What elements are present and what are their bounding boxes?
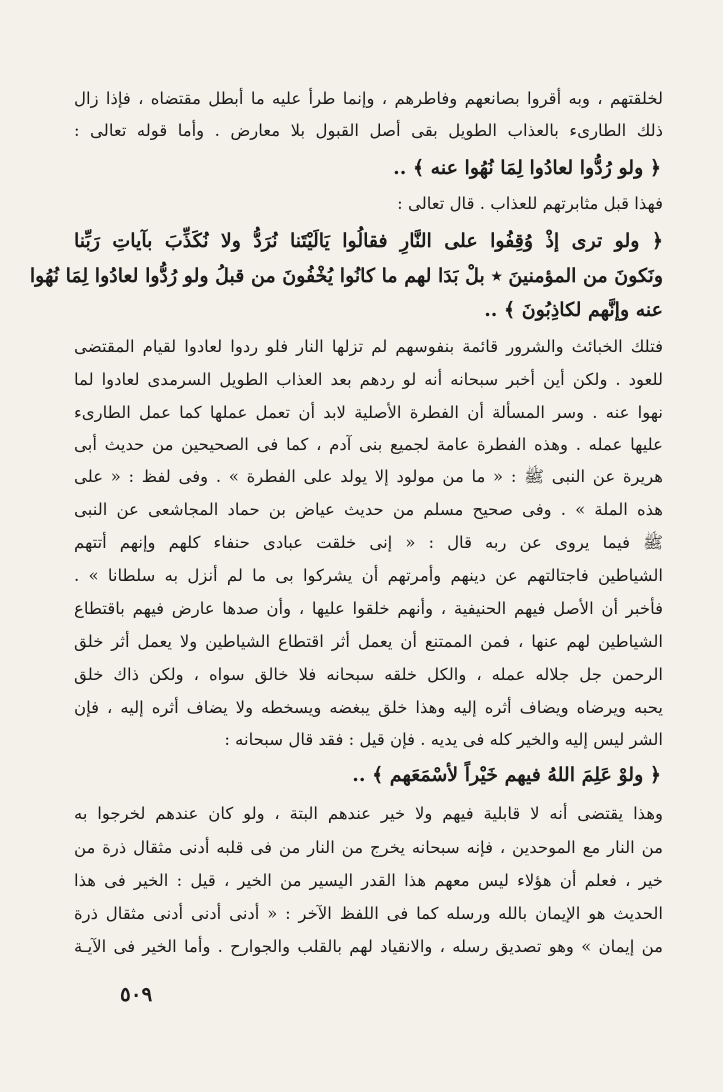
text-line: الرحمن جل جلاله عمله ، والكل خلقه سبحانه فلا خالق سواه ، ولكن ذاك خلق — [74, 665, 663, 684]
text-line: الشياطين لهم عنها ، فمن الممتنع أن يعمل أثر اقتطاع الشياطين ولا يعمل أثر خلق — [74, 632, 663, 651]
text-line: من النار مع الموحدين ، فإنه سبحانه يخرج من النار من فى قلبه أدنى مثقال ذرة من — [74, 838, 663, 857]
text-line: يحبه ويرضاه ويضاف أثره إليه وهذا خلق يبغضه ويسخطه ولا يضاف أثره إليه ، فإن — [74, 698, 663, 717]
page-number: ٥٠٩ — [120, 982, 153, 1006]
quran-verse-line: ﴿ ولو رُدُّوا لعادُوا لِمَا نُهُوا عنه ﴾ .. — [393, 157, 661, 179]
text-line: هريرة عن النبى ﷺ : « ما من مولود إلا يولد على الفطرة » . وفى لفظ : « على — [74, 467, 663, 486]
quran-verse-line: ﴿ ولوْ عَلِمَ اللهُ فيهم خَيْراً لأسْمَعَهم ﴾ .. — [352, 764, 661, 786]
text-line: هذه الملة » . وفى صحيح مسلم من حديث عياض بن حماد المجاشعى عن النبى — [74, 500, 663, 519]
text-line: عليها عمله . وهذه الفطرة عامة لجميع بنى آدم ، كما فى الصحيحين من حديث أبى — [74, 435, 663, 454]
text-line: لخلقتهم ، وبه أقروا بصانعهم وفاطرهم ، وإنما طرأ عليه ما أبطل مقتضاه ، فإذا زال — [74, 89, 663, 108]
text-line: فأخبر أن الأصل فيهم الحنيفية ، وأنهم خلقوا عليها ، وأن صدها عارض فيهم باقتطاع — [74, 599, 663, 618]
text-line: الشر ليس إليه والخير كله فى يديه . فإن قيل : فقد قال سبحانه : — [224, 730, 663, 749]
text-line: ﷺ فيما يروى عن ربه قال : « إنى خلقت عبادى حنفاء كلهم وإنهم أتتهم — [74, 533, 663, 552]
text-line: فهذا قبل مثابرتهم للعذاب . قال تعالى : — [397, 194, 663, 213]
text-line: نهوا عنه . وسر المسألة أن الفطرة الأصلية لابد أن تعمل عملها كما عمل الطارىء — [74, 403, 663, 422]
text-line: الشياطين فاجتالتهم عن دينهم وأمرتهم أن يشركوا بى ما لم أنزل به سلطانا » . — [74, 566, 663, 585]
text-line: من إيمان » وهو تصديق رسله ، والانقياد لهم بالقلب والجوارح . وأما الخير فى الآيـة — [74, 937, 663, 956]
text-line: فتلك الخبائث والشرور قائمة بنفوسهم لم تزلها النار فلو ردوا لعادوا لقيام المقتضى — [74, 337, 663, 356]
quran-verse-line: عنه وإنَّهم لكاذِبُونَ ﴾ .. — [484, 299, 663, 321]
quran-verse-line: ونَكونَ من المؤمنينَ ٭ بلْ بَدَا لهم ما كانُوا يُخْفُونَ من قبلُ ولو رُدُّوا لعادُوا لِمَا نُهُوا — [29, 265, 663, 287]
text-line: وهذا يقتضى أنه لا قابلية فيهم ولا خير عندهم البتة ، ولو كان عندهم لخرجوا به — [74, 804, 663, 823]
text-line: خير ، فعلم أن هؤلاء ليس معهم هذا القدر اليسير من الخير ، قيل : الخير فى هذا — [74, 871, 663, 890]
quran-verse-line: ﴿ ولو ترى إذْ وُقِفُوا على النَّارِ فقالُوا يَالَيْتَنا نُرَدُّ ولا نُكَذِّبَ بآياتِ رَبِّنا — [74, 230, 663, 252]
text-line: ذلك الطارىء بالعذاب الطويل بقى أصل القبول بلا معارض . وأما قوله تعالى : — [74, 121, 663, 140]
text-line: الحديث هو الإيمان بالله ورسله كما فى اللفظ الآخر : « أدنى أدنى أدنى مثقال ذرة — [74, 904, 663, 923]
text-line: للعود . ولكن أين أخبر سبحانه أنه لو ردهم بعد العذاب الطويل السرمدى لعادوا لما — [74, 370, 663, 389]
